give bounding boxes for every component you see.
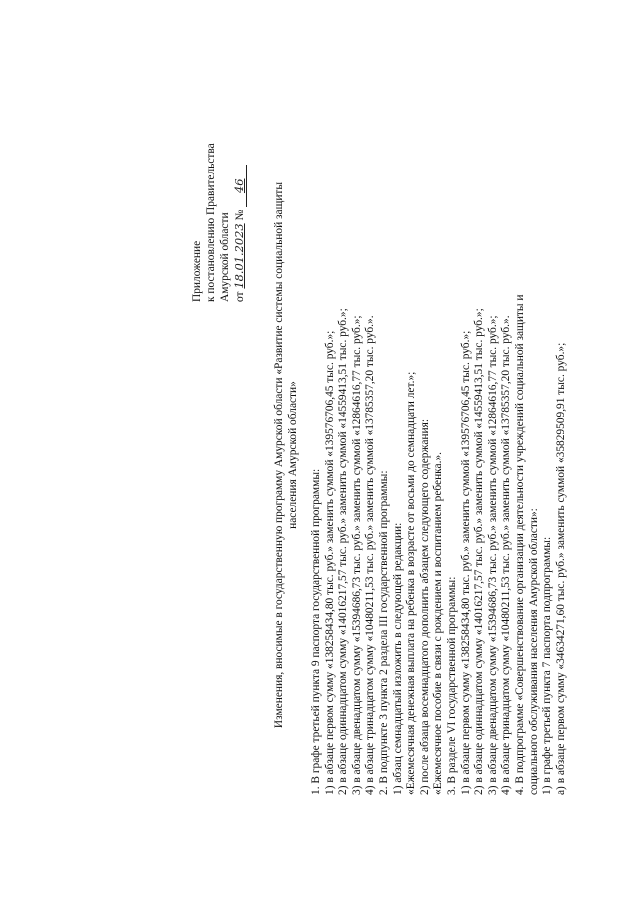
appendix-decree: к постановлению Правительства [205,143,217,302]
body-line: 1) в абзаце первом сумму «138258434,80 тыс. руб.» заменить суммой «139576706,45 тыс. руб.»; [323,330,336,795]
body-line: 4) в абзаце тринадцатом сумму «10480211,53 тыс. руб.» заменить суммой «13785357,20 тыс. руб.». [500,315,513,795]
body-line: 4) в абзаце тринадцатом сумму «10480211,53 тыс. руб.» заменить суммой «13785357,20 тыс. руб.». [364,315,377,795]
body-line: 1) в графе третьей пункта 7 паспорта подпрограммы: [541,536,554,795]
body-line: 2. В подпункте 3 пункта 2 раздела III государственной программы: [377,470,390,795]
rotated-content [190,60,567,850]
body-line: а) в абзаце первом сумму «34634271,60 тыс. руб.» заменить суммой «35829509,91 тыс. руб.»; [554,342,567,795]
date-prefix: от [234,291,246,302]
number-value: 46 [232,165,247,207]
body-line: 3) в абзаце двенадцатом сумму «15394686,73 тыс. руб.» заменить суммой «12864616,77 тыс. руб.»; [350,315,363,795]
document-title [272,60,300,850]
body-line: социального обслуживания населения Амурской области»: [527,508,540,795]
body-line: 2) после абзаца восемнадцатого дополнить абзацем следующего содержания: [418,419,431,795]
body-line: 3. В разделе VI государственной программы: [445,576,458,795]
body-line: 1. В графе третьей пункта 9 паспорта государственной программы: [310,468,322,795]
body-line: 2) в абзаце одиннадцатом сумму «14016217,57 тыс. руб.» заменить суммой «14559413,51 тыс. руб.»; [473,308,486,795]
body-line: 1) в абзаце первом сумму «138258434,80 тыс. руб.» заменить суммой «139576706,45 тыс. руб.»; [459,330,472,795]
body-line: 4. В подпрограмме «Совершенствование организации деятельности учреждений социальной защиты и [513,294,526,795]
body-line: 3) в абзаце двенадцатом сумму «15394686,73 тыс. руб.» заменить суммой «12864616,77 тыс. руб.»; [486,315,499,795]
document-body [310,60,568,795]
body-line: 2) в абзаце одиннадцатом сумму «14016217,57 тыс. руб.» заменить суммой «14559413,51 тыс. руб.»; [337,308,350,795]
appendix-region: Амурской области [219,212,231,302]
body-line: «Ежемесячная денежная выплата на ребенка в возрасте от восьми до семнадцати лет.»; [405,371,418,795]
number-prefix: № [234,209,246,221]
body-line: 1) абзац семнадцатый изложить в следующей редакции: [391,522,404,795]
body-line: «Ежемесячное пособие в связи с рождением и воспитанием ребенка.». [432,452,445,795]
title-line-1: Изменения, вносимые в государственную программу Амурской области «Развитие системы социальной защиты [273,181,285,729]
appendix-heading: Приложение [191,240,203,302]
appendix-block [190,42,247,302]
title-line-2: населения Амурской области» [287,381,299,529]
appendix-date-line [232,42,247,302]
date-value: 18.01.2023 [232,223,246,289]
